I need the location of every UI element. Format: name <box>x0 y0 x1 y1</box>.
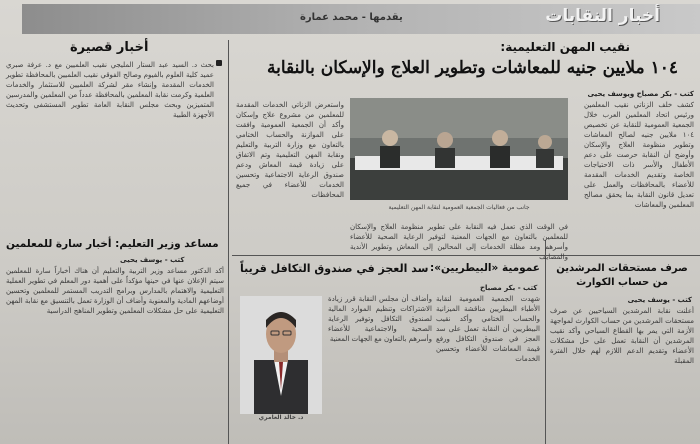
vets-byline: كتب - بكر مصباح <box>480 284 538 292</box>
main-column-1: كشف خلف الزناتي نقيب المعلمين ورئيس اتحاد المعلمين العرب خلال الجمعية العمومية للنقابة عن تخصيص ١٠٤ ملايين جنيه لصالح المعاشات وتطوير منظومة العلاج والإسكان وأوضح أن النقابة حرصت على دعم الأطفال والأسر ذات الاحتياجات الخاصة وتقديم الخدمات المقدمة للأعضاء بالمحافظات والعمل على تعديل قانون النقابة بما يحقق مصالح المعلمين والمعاشات <box>584 101 694 209</box>
column-rule-right <box>545 240 546 444</box>
section-title: أخبار النقابات <box>545 6 660 26</box>
minister-body: أكد الدكتور مساعد وزير التربية والتعليم أن هناك أخباراً سارة للمعلمين سيتم الإعلان عنها في حينها مؤكداً على أهمية دور المعلم في تطوير العملية التعليمية والاهتمام بالمدارس وبرامج التدريب المستمر للمعلمين وتحسين أوضاعهم المادية والمعنوية وأضاف أن الوزارة تعمل بالتنسيق مع نقابة المهن التعليمية على حل مشكلات المعلمين وتطوير المناهج الدراسية <box>6 267 224 315</box>
guides-byline: كتب - يوسف يحيى <box>627 296 692 304</box>
brief-bullet-icon <box>216 60 222 66</box>
main-column-2: واستعرض الزناتي الخدمات المقدمة للمعلمين من مشروع علاج وإسكان وأكد أن الجمعية العمومية وافقت على الموازنة والحساب الختامي بالتعاون مع وزارة التربية والتعليم ونقابة المهن التعليمية وتم الاتفاق على زيادة قيمة المعاش ودعم صندوق الرعاية الاجتماعية وتحسين الخدمات للأعضاء في جميع المحافظات <box>236 101 344 199</box>
guides-headline: صرف مستحقات المرشدين من حساب الكوارث <box>556 263 688 288</box>
vets-kicker: عمومية «البيطريين»: <box>430 262 540 274</box>
vets-column-1: شهدت الجمعية العمومية لنقابة الأطباء البيطريين مناقشة الميزانية والحساب الختامي وأكد نقيب البيطريين أن النقابة تعمل على سد العجز في صندوق التكافل ورفع قيمة المعاشات للأعضاء وتحسين الخدمات <box>436 295 540 363</box>
horizontal-rule-mid <box>232 255 700 256</box>
column-rule-left <box>228 40 229 444</box>
main-photo-image <box>350 98 568 200</box>
main-column-3: في الوقت الذي تعمل فيه النقابة على تطوير منظومة العلاج والإسكان للمعلمين بالتعاون مع الجهات المعنية لتوفير الرعاية الصحية للأعضاء وأسرهم ومد مظلة الخدمات إلى المحالين إلى المعاش وتطوير الأندية والمصايف <box>350 223 568 261</box>
vets-headline: سد العجز في صندوق التكافل قريباً <box>240 262 429 275</box>
portrait-image <box>240 296 322 414</box>
main-photo <box>350 98 568 200</box>
brief-title: أخبار قصيرة <box>70 40 149 55</box>
vets-column-2: وأضاف أن مجلس النقابة قرر زيادة الاشتراكات وتنظيم الموارد المالية لصندوق التكافل وتوفير الرعاية الصحية والاجتماعية للأعضاء وأسرهم بالتعاون مع الجهات المعنية <box>328 295 432 343</box>
main-photo-caption: جانب من فعاليات الجمعية العمومية لنقابة المهن التعليمية <box>388 204 530 211</box>
guides-body: أعلنت نقابة المرشدين السياحيين عن صرف مستحقات المرشدين من حساب الكوارث لمواجهة الأزمة التي يمر بها القطاع السياحي وأكد نقيب المرشدين أن النقابة تعمل على حل مشكلات الأعضاء وتقديم الدعم اللازم لهم خلال الفترة المقبلة <box>550 307 694 365</box>
vets-photo-caption: د. خالد العامري <box>258 414 304 421</box>
section-byline: يقدمها - محمد عمارة <box>300 12 403 23</box>
main-byline: كتب - بكر مصباح ويوسف يحيى <box>587 90 694 98</box>
vets-photo <box>240 296 322 414</box>
main-headline: ١٠٤ ملايين جنيه للمعاشات وتطوير العلاج والإسكان بالنقابة <box>267 58 678 78</box>
minister-byline: كتب - يوسف يحيى <box>120 256 185 264</box>
main-kicker: نقيب المهن التعليمية: <box>500 40 630 54</box>
brief-body: بحث د. السيد عبد الستار المليجي نقيب العلميين مع د. عرفة صبري عميد كلية العلوم بالفيوم وصالح الفوقي نقيب العلميين بالمحافظة تطوير الخدمات المقدمة وإنشاء مقر لشركة العلميين للاستثمار والخدمات العلمية وكرمت نقابة المعلمين بالمحافظة عدداً من المعلمين والمدرسين المتميزين وبحث مجلس النقابة العامة تطوير المستشفى وتحديث الأجهزة الطبية <box>6 61 214 119</box>
minister-headline: مساعد وزير التعليم: أخبار سارة للمعلمين <box>6 238 219 250</box>
